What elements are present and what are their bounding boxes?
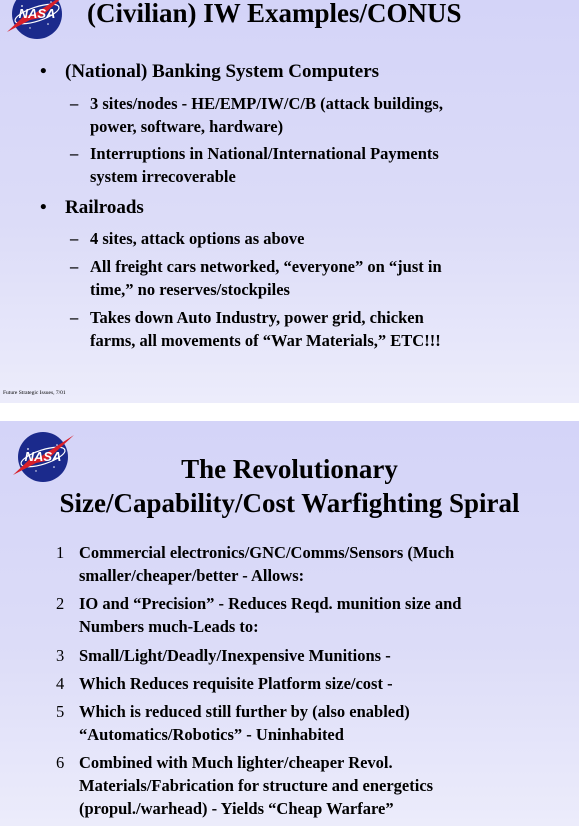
bullet-icon: • — [40, 197, 47, 218]
item-line: IO and “Precision” - Reduces Reqd. munition size and — [79, 594, 462, 613]
item-line: Which is reduced still further by (also enabled) — [79, 702, 410, 721]
item-line: smaller/cheaper/better - Allows: — [79, 566, 305, 585]
sub-bullet-line: farms, all movements of “War Materials,” ETC!!! — [90, 331, 441, 350]
item-number: 5 — [56, 702, 65, 721]
slide-2-body — [0, 421, 579, 826]
svg-text:NASA: NASA — [18, 6, 56, 21]
sub-bullet-line: Takes down Auto Industry, power grid, chicken — [90, 308, 424, 327]
dash-icon: – — [70, 257, 79, 276]
bullet-text: Railroads — [65, 197, 144, 218]
item-number: 3 — [56, 646, 65, 665]
item-line: Combined with Much lighter/cheaper Revol. — [79, 753, 393, 772]
slide-2 — [0, 421, 579, 826]
slide-title-line: The Revolutionary — [181, 454, 398, 484]
slide-title: (Civilian) IW Examples/CONUS — [87, 0, 462, 28]
sub-bullet-line: 3 sites/nodes - HE/EMP/IW/C/B (attack buildings, — [90, 94, 443, 113]
slide-1-body — [0, 0, 579, 400]
bullet-icon: • — [40, 61, 47, 82]
item-number: 4 — [56, 674, 65, 693]
slide-separator — [0, 403, 579, 421]
item-line: Small/Light/Deadly/Inexpensive Munitions - — [79, 646, 391, 665]
sub-bullet-line: system irrecoverable — [90, 167, 236, 186]
dash-icon: – — [70, 144, 79, 163]
bullet-text: (National) Banking System Computers — [65, 61, 380, 82]
item-number: 2 — [56, 594, 65, 613]
item-line: “Automatics/Robotics” - Uninhabited — [79, 725, 344, 744]
sub-bullet-line: All freight cars networked, “everyone” on “just in — [90, 257, 442, 276]
dash-icon: – — [70, 229, 79, 248]
sub-bullet-line: Interruptions in National/International Payments — [90, 144, 439, 163]
item-line: (propul./warhead) - Yields “Cheap Warfare” — [79, 799, 394, 818]
item-number: 6 — [56, 753, 65, 772]
sub-bullet-line: time,” no reserves/stockpiles — [90, 280, 290, 299]
dash-icon: – — [70, 94, 79, 113]
sub-bullet-line: power, software, hardware) — [90, 117, 284, 136]
slide-footer: Future Strategic Issues, 7/01 — [3, 390, 66, 396]
item-line: Numbers much-Leads to: — [79, 617, 259, 636]
item-line: Materials/Fabrication for structure and energetics — [79, 776, 434, 795]
sub-bullet-line: 4 sites, attack options as above — [90, 229, 305, 248]
item-line: Which Reduces requisite Platform size/cost - — [79, 674, 393, 693]
item-line: Commercial electronics/GNC/Comms/Sensors (Much — [79, 543, 455, 562]
svg-text:NASA: NASA — [24, 449, 62, 464]
item-number: 1 — [56, 543, 65, 562]
slide-title-line: Size/Capability/Cost Warfighting Spiral — [59, 488, 520, 518]
slide-1 — [0, 0, 579, 403]
dash-icon: – — [70, 308, 79, 327]
